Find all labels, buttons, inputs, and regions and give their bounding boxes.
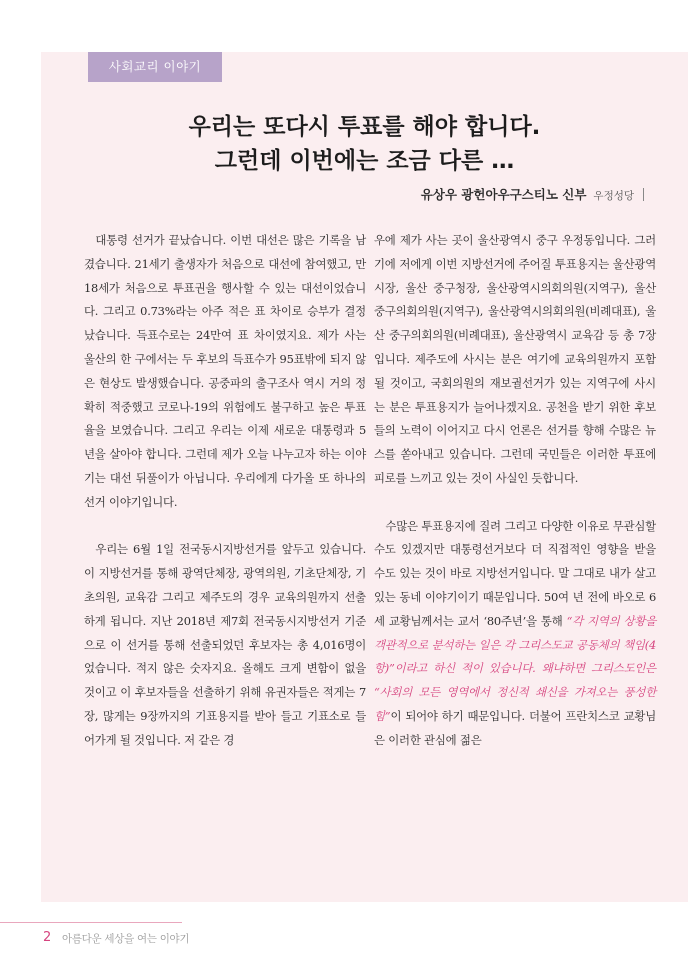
byline-divider (643, 188, 644, 201)
author-parish: 우정성당 (593, 190, 634, 202)
author-byline (421, 184, 644, 204)
left-paragraph-1: 대통령 선거가 끝났습니다. 이번 대선은 많은 기록을 남겼습니다. 21세기 출생자가 처음으로 대선에 참여했고, 만 18세가 처음으로 투표권을 행사할 수 있는 대선이었습니다. 그리고 0.73%라는 아주 적은 표 차이로 승부가 결정났습니다. 득표수로는 24만여 표 차이였지요. 제가 사는 울산의 한 구에서는 두 후보의 득표수가 95표밖에 되지 않은 현상도 발생했습니다. 공중파의 출구조사 역시 거의 정확히 적중했고 코로나-19의 위험에도 불구하고 높은 투표율을 보였습니다. 그리고 우리는 이제 새로운 대통령과 5년을 살아야 합니다. 그런데 제가 오늘 나누고자 하는 이야기는 대선 뒤풀이가 아닙니다. 우리에게 다가올 또 하나의 선거 이야기입니다. (84, 233, 366, 509)
right-column (374, 229, 656, 753)
footer-divider (0, 922, 182, 923)
magazine-title: 아름다운 세상을 여는 이야기 (62, 933, 190, 945)
page-number: 2 (43, 930, 52, 945)
left-paragraph-2: 우리는 6월 1일 전국동시지방선거를 앞두고 있습니다. 이 지방선거를 통해 광역단체장, 광역의원, 기초단체장, 기초의원, 교육감 그리고 제주도의 경우 교육의원까지 선출하게 됩니다. 지난 2018년 제7회 전국동시지방선거 기준으로 이 선거를 통해 선출되었던 후보자는 총 4,016명이었습니다. 적지 않은 숫자지요. 올해도 크게 변함이 없을 것이고 이 후보자들을 선출하기 위해 유권자들은 적게는 7장, 많게는 9장까지의 기표용지를 받아 들고 기표소로 들어가게 될 것입니다. 저 같은 경 (84, 542, 366, 747)
left-column (84, 229, 366, 753)
title-line-2: 그런데 이번에는 조금 다른 … (214, 148, 515, 174)
article-title (41, 110, 688, 178)
right-paragraph-1: 우에 제가 사는 곳이 울산광역시 중구 우정동입니다. 그러기에 저에게 이번 지방선거에 주어질 투표용지는 울산광역시장, 울산 중구청장, 울산광역시의회의원(지역구), 울산 중구의회의원(지역구), 울산광역시의회의원(비례대표), 울산 중구의회의원(비례대표), 울산광역시 교육감 등 총 7장입니다. 제주도에 사시는 분은 여기에 교육의원까지 포함될 것이고, 국회의원의 재보궐선거가 있는 지역구에 사시는 분은 투표용지가 늘어나겠지요. 공천을 받기 위한 후보들의 노력이 이어지고 다시 언론은 선거를 향해 수많은 뉴스를 쏟아내고 있습니다. 그런데 국민들은 이러한 투표에 피로를 느끼고 있는 것이 사실인 듯합니다. (374, 233, 656, 485)
title-line-1: 우리는 또다시 투표를 해야 합니다. (188, 114, 541, 140)
section-tab: 사회교리 이야기 (88, 52, 222, 82)
papal-quote-highlight: “각 지역의 상황을 객관적으로 분석하는 일은 각 그리스도교 공동체의 책임(4항)”이라고 하신 적이 있습니다. 왜냐하면 그리스도인은 “사회의 모든 영역에서 정신적 쇄신을 가져오는 풍성한 힘” (374, 613, 656, 723)
right-paragraph-2-end: 이 되어야 하기 때문입니다. 더불어 프란치스코 교황님은 이러한 관심에 젊은 (374, 708, 656, 747)
author-name: 유상우 광헌아우구스티노 신부 (420, 187, 587, 202)
right-paragraph-2-start: 수많은 투표용지에 질려 그리고 다양한 이유로 무관심할 수도 있겠지만 대통령선거보다 더 직접적인 영향을 받을 수도 있는 것이 바로 지방선거입니다. 말 그대로 내가 살고 있는 동네 이야기이기 때문입니다. 50여 년 전에 바오로 6세 교황님께서는 교서 ‘80주년’을 통해 (374, 518, 656, 628)
right-paragraph-2 (374, 515, 656, 753)
